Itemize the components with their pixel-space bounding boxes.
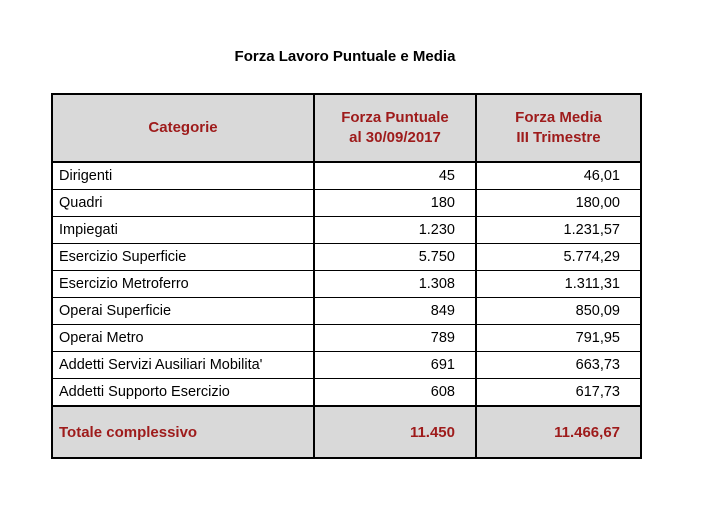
row-forza-media: 46,01 bbox=[476, 162, 641, 190]
row-forza-puntuale: 849 bbox=[314, 298, 476, 325]
header-categorie bbox=[52, 94, 314, 162]
row-forza-puntuale: 1.230 bbox=[314, 217, 476, 244]
row-forza-media: 1.311,31 bbox=[476, 271, 641, 298]
header-forza-puntuale bbox=[314, 94, 476, 162]
row-forza-puntuale: 5.750 bbox=[314, 244, 476, 271]
row-forza-media: 1.231,57 bbox=[476, 217, 641, 244]
row-forza-puntuale: 45 bbox=[314, 162, 476, 190]
header-forza-puntuale-line2: al 30/09/2017 bbox=[349, 129, 441, 146]
table-header-row bbox=[52, 94, 641, 162]
row-category: Esercizio Superficie bbox=[52, 244, 314, 271]
row-forza-puntuale: 608 bbox=[314, 379, 476, 407]
row-forza-puntuale: 789 bbox=[314, 325, 476, 352]
table-row bbox=[52, 162, 641, 190]
row-category: Dirigenti bbox=[52, 162, 314, 190]
row-category: Operai Metro bbox=[52, 325, 314, 352]
row-category: Quadri bbox=[52, 190, 314, 217]
row-category: Operai Superficie bbox=[52, 298, 314, 325]
header-forza-media-line1: Forza Media bbox=[515, 109, 602, 126]
header-forza-media bbox=[476, 94, 641, 162]
total-label: Totale complessivo bbox=[52, 406, 314, 458]
header-categorie-label: Categorie bbox=[148, 119, 218, 136]
row-category: Impiegati bbox=[52, 217, 314, 244]
row-category: Addetti Supporto Esercizio bbox=[52, 379, 314, 407]
total-forza-media: 11.466,67 bbox=[476, 406, 641, 458]
table-row bbox=[52, 190, 641, 217]
row-forza-media: 180,00 bbox=[476, 190, 641, 217]
table-row bbox=[52, 244, 641, 271]
total-forza-puntuale: 11.450 bbox=[314, 406, 476, 458]
table-row bbox=[52, 352, 641, 379]
row-forza-media: 850,09 bbox=[476, 298, 641, 325]
row-forza-puntuale: 1.308 bbox=[314, 271, 476, 298]
row-category: Esercizio Metroferro bbox=[52, 271, 314, 298]
header-forza-media-line2: III Trimestre bbox=[516, 129, 601, 146]
row-forza-puntuale: 180 bbox=[314, 190, 476, 217]
row-forza-media: 5.774,29 bbox=[476, 244, 641, 271]
row-category: Addetti Servizi Ausiliari Mobilita' bbox=[52, 352, 314, 379]
row-forza-media: 663,73 bbox=[476, 352, 641, 379]
table-row bbox=[52, 325, 641, 352]
header-forza-puntuale-line1: Forza Puntuale bbox=[341, 109, 449, 126]
total-row bbox=[52, 406, 641, 458]
table-row bbox=[52, 217, 641, 244]
table-row bbox=[52, 271, 641, 298]
table-row bbox=[52, 379, 641, 407]
document-title: Forza Lavoro Puntuale e Media bbox=[234, 48, 456, 65]
row-forza-puntuale: 691 bbox=[314, 352, 476, 379]
table-row bbox=[52, 298, 641, 325]
row-forza-media: 791,95 bbox=[476, 325, 641, 352]
row-forza-media: 617,73 bbox=[476, 379, 641, 407]
workforce-table bbox=[51, 93, 642, 459]
